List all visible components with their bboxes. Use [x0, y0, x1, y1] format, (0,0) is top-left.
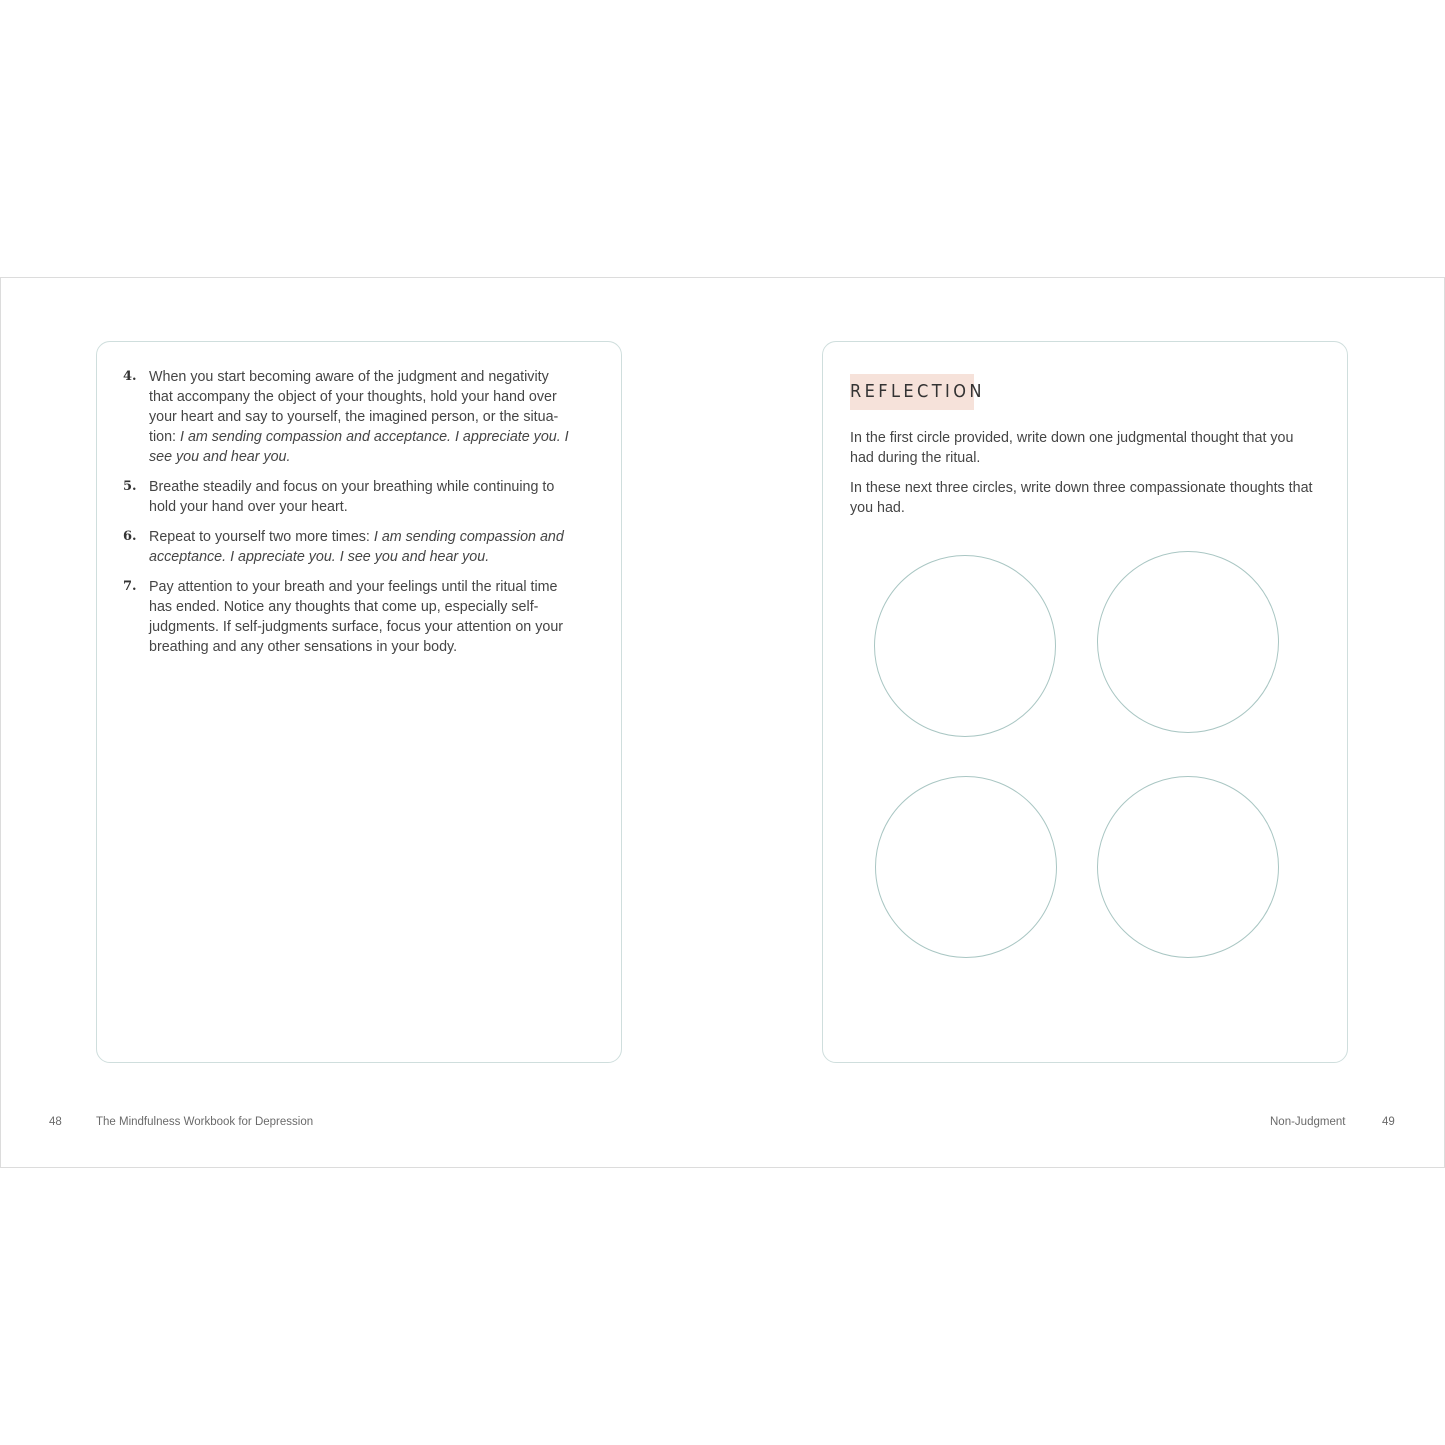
- left-running-title: The Mindfulness Workbook for Depression: [96, 1116, 314, 1128]
- step-item: [123, 527, 573, 567]
- step-text: Repeat to yourself two more times:: [149, 529, 374, 545]
- step-number: 5.: [123, 479, 137, 494]
- right-page-card: [822, 341, 1348, 1063]
- steps-list: [123, 367, 573, 667]
- step-number: 4.: [123, 369, 137, 384]
- step-italic-text: I am sending compassion and acceptance. I appreciate you. I see you and hear you.: [149, 529, 564, 565]
- writing-circle-3[interactable]: [875, 776, 1057, 958]
- reflection-instruction-1: In the first circle provided, write down one judgmental thought that you had during the ritual.: [850, 430, 1294, 466]
- left-page-card: [96, 341, 622, 1063]
- step-item: [123, 577, 573, 657]
- book-spread: [0, 277, 1445, 1168]
- step-item: [123, 367, 573, 467]
- step-number: 7.: [123, 579, 137, 594]
- step-italic-text: I am sending compassion and acceptance. I appreciate you. I see you and hear you.: [149, 429, 569, 465]
- step-text: Pay attention to your breath and your feelings until the ritual time has ended. Notice any thoughts that come up, especially self-judgments. If self-judgments surface, focus your attention on your breathing and any other sensations in your body.: [149, 579, 564, 655]
- right-page-number: 49: [1382, 1116, 1395, 1128]
- reflection-label: REFLECTION: [850, 374, 974, 410]
- reflection-instruction-2: In these next three circles, write down three compassionate thoughts that you had.: [850, 480, 1313, 516]
- step-text: When you start becoming aware of the judgment and negativity that accompany the object of your thoughts, hold your hand over your heart and say to yourself, the imagined person, or the situa-tion:: [149, 369, 559, 445]
- writing-circle-1[interactable]: [874, 555, 1056, 737]
- writing-circle-2[interactable]: [1097, 551, 1279, 733]
- step-text: Breathe steadily and focus on your breathing while continuing to hold your hand over your heart.: [149, 479, 555, 515]
- writing-circle-4[interactable]: [1097, 776, 1279, 958]
- left-page-number: 48: [49, 1116, 62, 1128]
- step-item: [123, 477, 573, 517]
- step-number: 6.: [123, 529, 137, 544]
- right-running-title: Non-Judgment: [1270, 1116, 1346, 1128]
